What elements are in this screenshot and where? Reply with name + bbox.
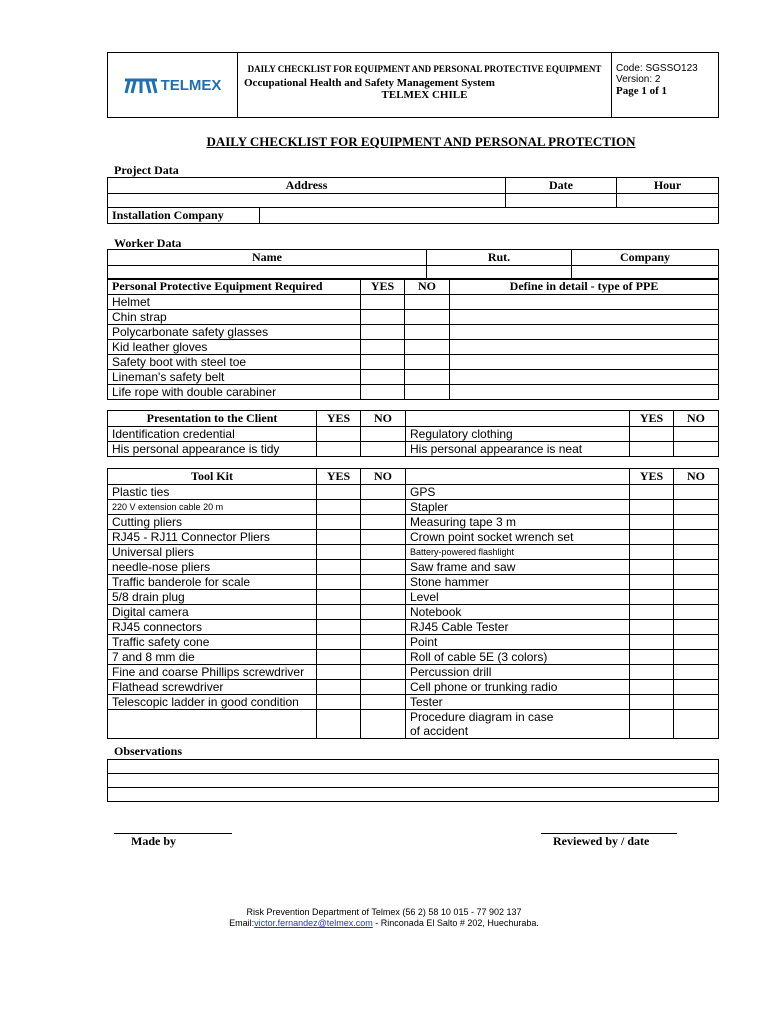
- toolkit-yes-header-right: YES: [630, 469, 674, 485]
- toolkit-yes-cell-right[interactable]: [630, 620, 674, 635]
- ppe-header: Personal Protective Equipment Required: [108, 279, 361, 295]
- ppe-detail-cell[interactable]: [450, 325, 719, 340]
- ppe-detail-cell[interactable]: [450, 340, 719, 355]
- worker-table: [107, 249, 719, 280]
- made-by-label: Made by: [131, 834, 176, 848]
- toolkit-yes-cell-right[interactable]: [630, 575, 674, 590]
- toolkit-left-label: RJ45 connectors: [108, 620, 317, 635]
- presentation-no-cell-right[interactable]: [674, 427, 719, 442]
- toolkit-no-cell[interactable]: [361, 620, 406, 635]
- ppe-detail-cell[interactable]: [450, 355, 719, 370]
- toolkit-no-cell-right[interactable]: [674, 650, 719, 665]
- ppe-yes-cell[interactable]: [361, 295, 405, 310]
- toolkit-header: Tool Kit: [108, 469, 317, 485]
- doc-version: Version: 2: [616, 74, 661, 85]
- ppe-yes-cell[interactable]: [361, 340, 405, 355]
- toolkit-yes-cell[interactable]: [317, 650, 361, 665]
- ppe-row: [108, 325, 719, 340]
- ppe-no-cell[interactable]: [405, 355, 450, 370]
- toolkit-yes-cell[interactable]: [317, 515, 361, 530]
- toolkit-no-cell[interactable]: [361, 680, 406, 695]
- toolkit-yes-cell-right[interactable]: [630, 665, 674, 680]
- toolkit-yes-cell[interactable]: [317, 590, 361, 605]
- ppe-row: [108, 340, 719, 355]
- toolkit-yes-cell-right[interactable]: [630, 695, 674, 710]
- toolkit-left-label: Fine and coarse Phillips screwdriver: [108, 665, 317, 680]
- doc-code: Code: SGSSO123: [616, 63, 698, 74]
- installation-company-label: Installation Company: [108, 208, 260, 224]
- toolkit-no-cell-right[interactable]: [674, 695, 719, 710]
- toolkit-yes-cell[interactable]: [317, 680, 361, 695]
- header-code-cell: [612, 53, 719, 118]
- toolkit-right-label: Percussion drill: [406, 665, 630, 680]
- ppe-yes-cell[interactable]: [361, 385, 405, 400]
- toolkit-yes-cell-right[interactable]: [630, 545, 674, 560]
- ppe-item-label: Life rope with double carabiner: [108, 385, 361, 400]
- toolkit-no-cell-right[interactable]: [674, 560, 719, 575]
- date-field[interactable]: [506, 194, 617, 208]
- toolkit-last-no[interactable]: [361, 710, 406, 739]
- presentation-header: Presentation to the Client: [108, 411, 317, 427]
- ppe-row: [108, 295, 719, 310]
- presentation-no-cell[interactable]: [361, 427, 406, 442]
- reviewed-by-label: Reviewed by / date: [553, 834, 650, 848]
- observations-label: Observations: [114, 744, 183, 758]
- toolkit-right-label: RJ45 Cable Tester: [406, 620, 630, 635]
- toolkit-no-cell-right[interactable]: [674, 590, 719, 605]
- ppe-item-label: Kid leather gloves: [108, 340, 361, 355]
- toolkit-row: [108, 620, 719, 635]
- presentation-table: [107, 410, 719, 457]
- toolkit-yes-cell[interactable]: [317, 500, 361, 515]
- system-name: Occupational Health and Safety Management System: [244, 77, 495, 89]
- ppe-detail-cell[interactable]: [450, 295, 719, 310]
- toolkit-last-right: [406, 710, 630, 739]
- ppe-no-cell[interactable]: [405, 310, 450, 325]
- ppe-item-label: Lineman's safety belt: [108, 370, 361, 385]
- doc-page: Page 1 of 1: [616, 85, 668, 97]
- toolkit-row: [108, 590, 719, 605]
- ppe-no-cell[interactable]: [405, 325, 450, 340]
- toolkit-right-label: Cell phone or trunking radio: [406, 680, 630, 695]
- toolkit-no-cell-right[interactable]: [674, 575, 719, 590]
- toolkit-no-cell-right[interactable]: [674, 515, 719, 530]
- toolkit-yes-cell-right[interactable]: [630, 515, 674, 530]
- ppe-define-header: Define in detail - type of PPE: [450, 279, 719, 295]
- ppe-item-label: Safety boot with steel toe: [108, 355, 361, 370]
- observations-table: [107, 759, 719, 802]
- ppe-item-label: Helmet: [108, 295, 361, 310]
- project-data-label: Project Data: [114, 163, 179, 177]
- toolkit-yes-cell[interactable]: [317, 695, 361, 710]
- toolkit-row: [108, 485, 719, 500]
- presentation-no-header-right: NO: [674, 411, 719, 427]
- company-name: TELMEX CHILE: [381, 89, 468, 101]
- procedure-line-1: Procedure diagram in case: [410, 710, 554, 724]
- toolkit-right-label: Point: [406, 635, 630, 650]
- presentation-yes-cell-right[interactable]: [630, 442, 674, 457]
- project-table: [107, 177, 719, 224]
- header-table: [107, 52, 719, 118]
- ppe-row: [108, 355, 719, 370]
- toolkit-left-label: Digital camera: [108, 605, 317, 620]
- presentation-left-label: Identification credential: [108, 427, 317, 442]
- toolkit-last-left[interactable]: [108, 710, 317, 739]
- footer-line-2: [0, 918, 768, 928]
- observation-line[interactable]: [108, 788, 719, 802]
- toolkit-no-cell-right[interactable]: [674, 665, 719, 680]
- toolkit-yes-cell-right[interactable]: [630, 485, 674, 500]
- telmex-logo: [108, 53, 237, 117]
- toolkit-yes-cell-right[interactable]: [630, 590, 674, 605]
- toolkit-right-label: Battery-powered flashlight: [406, 545, 630, 560]
- toolkit-row: [108, 545, 719, 560]
- toolkit-yes-cell[interactable]: [317, 485, 361, 500]
- toolkit-last-yes-right[interactable]: [630, 710, 674, 739]
- ppe-detail-cell[interactable]: [450, 310, 719, 325]
- ppe-no-header: NO: [405, 279, 450, 295]
- toolkit-right-label: Stapler: [406, 500, 630, 515]
- toolkit-no-cell-right[interactable]: [674, 530, 719, 545]
- hour-header: Hour: [617, 178, 719, 194]
- toolkit-row: [108, 605, 719, 620]
- toolkit-right-label: Level: [406, 590, 630, 605]
- toolkit-left-label: Traffic banderole for scale: [108, 575, 317, 590]
- toolkit-no-cell-right[interactable]: [674, 485, 719, 500]
- procedure-line-2: of accident: [410, 724, 469, 738]
- presentation-row: [108, 442, 719, 457]
- toolkit-no-cell[interactable]: [361, 515, 406, 530]
- observation-line[interactable]: [108, 774, 719, 788]
- toolkit-no-cell[interactable]: [361, 500, 406, 515]
- ppe-detail-cell[interactable]: [450, 385, 719, 400]
- presentation-yes-header-right: YES: [630, 411, 674, 427]
- toolkit-yes-cell[interactable]: [317, 545, 361, 560]
- header-title-cell: [238, 53, 612, 118]
- toolkit-left-label: Universal pliers: [108, 545, 317, 560]
- toolkit-row: [108, 560, 719, 575]
- toolkit-yes-cell-right[interactable]: [630, 650, 674, 665]
- toolkit-no-cell[interactable]: [361, 545, 406, 560]
- toolkit-row: [108, 500, 719, 515]
- company-header: Company: [572, 250, 719, 266]
- name-header: Name: [108, 250, 427, 266]
- toolkit-no-header-right: NO: [674, 469, 719, 485]
- presentation-yes-cell[interactable]: [317, 427, 361, 442]
- toolkit-no-cell[interactable]: [361, 530, 406, 545]
- toolkit-yes-cell[interactable]: [317, 605, 361, 620]
- ppe-row: [108, 310, 719, 325]
- ppe-item-label: Polycarbonate safety glasses: [108, 325, 361, 340]
- ppe-detail-cell[interactable]: [450, 370, 719, 385]
- ppe-yes-header: YES: [361, 279, 405, 295]
- toolkit-no-cell[interactable]: [361, 485, 406, 500]
- toolkit-left-label: 5/8 drain plug: [108, 590, 317, 605]
- toolkit-no-cell-right[interactable]: [674, 545, 719, 560]
- toolkit-right-label: Tester: [406, 695, 630, 710]
- toolkit-no-cell[interactable]: [361, 575, 406, 590]
- footer-email-label: Email:: [229, 918, 255, 928]
- toolkit-right-label: Notebook: [406, 605, 630, 620]
- toolkit-last-no-right[interactable]: [674, 710, 719, 739]
- toolkit-yes-header: YES: [317, 469, 361, 485]
- ppe-yes-cell[interactable]: [361, 325, 405, 340]
- address-field[interactable]: [108, 194, 506, 208]
- toolkit-row: [108, 575, 719, 590]
- toolkit-right-label: GPS: [406, 485, 630, 500]
- toolkit-right-label: Measuring tape 3 m: [406, 515, 630, 530]
- toolkit-yes-cell-right[interactable]: [630, 635, 674, 650]
- toolkit-no-cell[interactable]: [361, 695, 406, 710]
- toolkit-yes-cell-right[interactable]: [630, 560, 674, 575]
- toolkit-no-cell[interactable]: [361, 635, 406, 650]
- toolkit-no-cell[interactable]: [361, 590, 406, 605]
- toolkit-yes-cell-right[interactable]: [630, 500, 674, 515]
- toolkit-left-label: Flathead screwdriver: [108, 680, 317, 695]
- ppe-table: [107, 278, 719, 400]
- presentation-yes-cell[interactable]: [317, 442, 361, 457]
- presentation-yes-cell-right[interactable]: [630, 427, 674, 442]
- toolkit-left-label: Telescopic ladder in good condition: [108, 695, 317, 710]
- toolkit-left-label: RJ45 - RJ11 Connector Pliers: [108, 530, 317, 545]
- ppe-no-cell[interactable]: [405, 295, 450, 310]
- presentation-right-header: [406, 411, 630, 427]
- footer-email-link[interactable]: victor.fernandez@telmex.com: [254, 918, 373, 928]
- toolkit-no-cell[interactable]: [361, 605, 406, 620]
- toolkit-no-cell[interactable]: [361, 650, 406, 665]
- toolkit-last-yes[interactable]: [317, 710, 361, 739]
- presentation-left-label: His personal appearance is tidy: [108, 442, 317, 457]
- footer-line-1: Risk Prevention Department of Telmex (56 2) 58 10 015 - 77 902 137: [246, 907, 522, 917]
- observation-line[interactable]: [108, 760, 719, 774]
- toolkit-yes-cell-right[interactable]: [630, 530, 674, 545]
- toolkit-yes-cell[interactable]: [317, 635, 361, 650]
- toolkit-left-label: 220 V extension cable 20 m: [108, 500, 317, 515]
- rut-header: Rut.: [427, 250, 572, 266]
- toolkit-left-label: Plastic ties: [108, 485, 317, 500]
- logo-wordmark: TELMEX: [160, 76, 222, 94]
- ppe-no-cell[interactable]: [405, 370, 450, 385]
- toolkit-left-label: Traffic safety cone: [108, 635, 317, 650]
- toolkit-yes-cell[interactable]: [317, 575, 361, 590]
- telmex-logo-icon: [124, 76, 158, 94]
- toolkit-right-header: [406, 469, 630, 485]
- presentation-no-cell[interactable]: [361, 442, 406, 457]
- ppe-yes-cell[interactable]: [361, 310, 405, 325]
- toolkit-yes-cell[interactable]: [317, 530, 361, 545]
- presentation-right-label: Regulatory clothing: [406, 427, 630, 442]
- toolkit-left-label: Cutting pliers: [108, 515, 317, 530]
- ppe-yes-cell[interactable]: [361, 355, 405, 370]
- hour-field[interactable]: [617, 194, 719, 208]
- presentation-yes-header: YES: [317, 411, 361, 427]
- toolkit-no-cell-right[interactable]: [674, 605, 719, 620]
- ppe-yes-cell[interactable]: [361, 370, 405, 385]
- address-header: Address: [108, 178, 506, 194]
- toolkit-no-header: NO: [361, 469, 406, 485]
- ppe-no-cell[interactable]: [405, 340, 450, 355]
- ppe-row: [108, 370, 719, 385]
- toolkit-yes-cell[interactable]: [317, 665, 361, 680]
- toolkit-yes-cell-right[interactable]: [630, 605, 674, 620]
- toolkit-row: [108, 515, 719, 530]
- toolkit-right-label: Stone hammer: [406, 575, 630, 590]
- toolkit-yes-cell-right[interactable]: [630, 680, 674, 695]
- toolkit-left-label: 7 and 8 mm die: [108, 650, 317, 665]
- date-header: Date: [506, 178, 617, 194]
- main-title: DAILY CHECKLIST FOR EQUIPMENT AND PERSONAL PROTECTION: [206, 134, 636, 149]
- ppe-row: [108, 385, 719, 400]
- presentation-no-header: NO: [361, 411, 406, 427]
- toolkit-no-cell-right[interactable]: [674, 620, 719, 635]
- toolkit-row: [108, 650, 719, 665]
- presentation-no-cell-right[interactable]: [674, 442, 719, 457]
- doc-title: DAILY CHECKLIST FOR EQUIPMENT AND PERSONAL PROTECTIVE EQUIPMENT: [247, 64, 602, 74]
- toolkit-no-cell-right[interactable]: [674, 500, 719, 515]
- ppe-item-label: Chin strap: [108, 310, 361, 325]
- toolkit-row: [108, 680, 719, 695]
- toolkit-no-cell-right[interactable]: [674, 635, 719, 650]
- toolkit-table: [107, 468, 719, 739]
- toolkit-row: [108, 635, 719, 650]
- toolkit-left-label: needle-nose pliers: [108, 560, 317, 575]
- toolkit-yes-cell[interactable]: [317, 620, 361, 635]
- worker-data-label: Worker Data: [114, 236, 182, 250]
- presentation-row: [108, 427, 719, 442]
- toolkit-right-label: Crown point socket wrench set: [406, 530, 630, 545]
- toolkit-no-cell[interactable]: [361, 560, 406, 575]
- toolkit-row: [108, 695, 719, 710]
- toolkit-no-cell[interactable]: [361, 665, 406, 680]
- toolkit-yes-cell[interactable]: [317, 560, 361, 575]
- logo-cell: [108, 53, 238, 118]
- toolkit-no-cell-right[interactable]: [674, 680, 719, 695]
- footer-address: - Rinconada El Salto # 202, Huechuraba.: [372, 918, 539, 928]
- installation-company-field[interactable]: [260, 208, 719, 224]
- toolkit-row: [108, 665, 719, 680]
- toolkit-right-label: Saw frame and saw: [406, 560, 630, 575]
- toolkit-right-label: Roll of cable 5E (3 colors): [406, 650, 630, 665]
- ppe-no-cell[interactable]: [405, 385, 450, 400]
- presentation-right-label: His personal appearance is neat: [406, 442, 630, 457]
- toolkit-row: [108, 530, 719, 545]
